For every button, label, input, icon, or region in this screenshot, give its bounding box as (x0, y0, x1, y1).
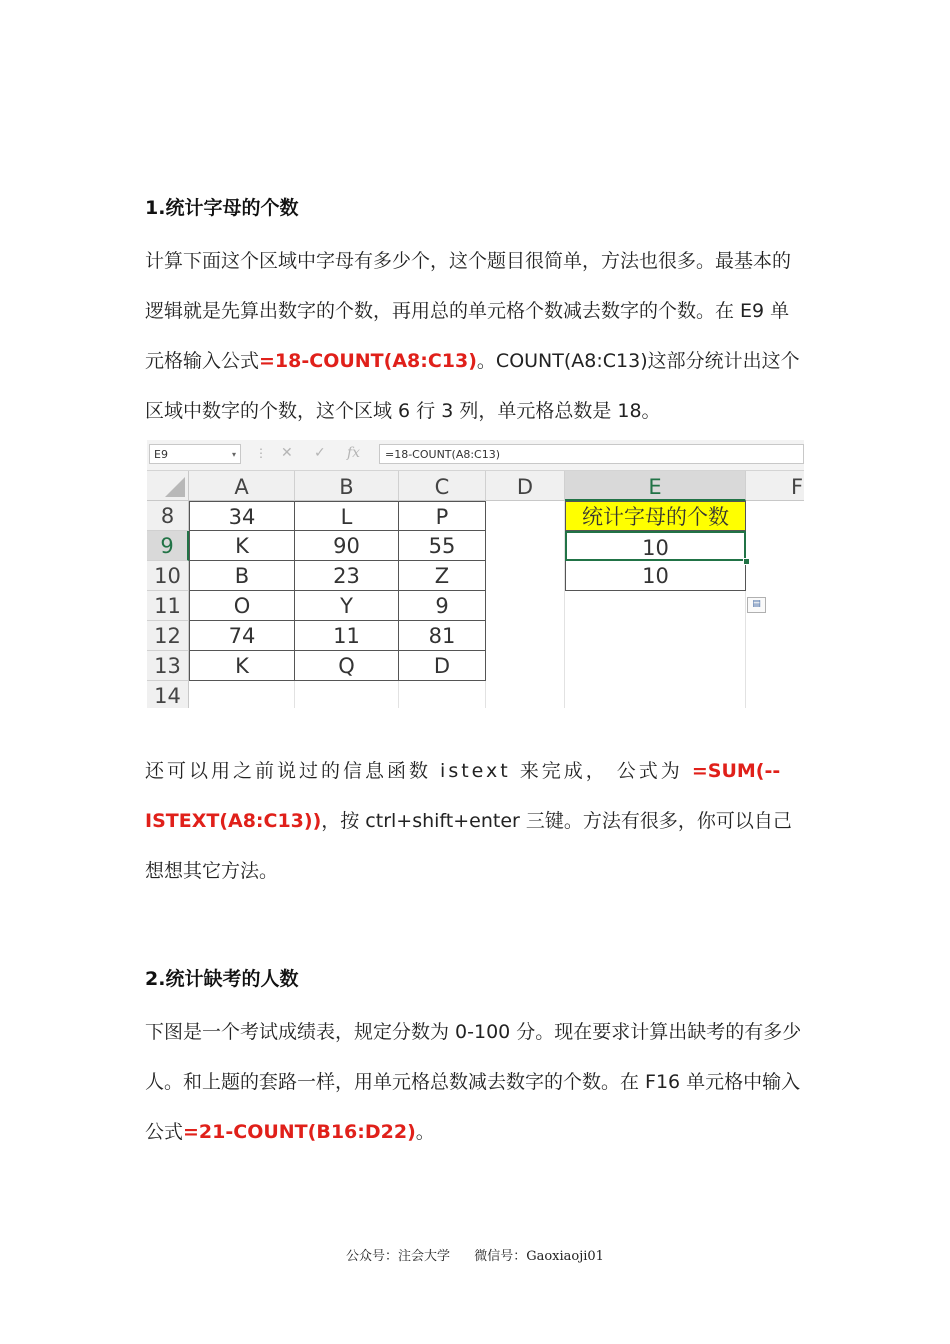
column-header-c[interactable]: C (399, 471, 486, 501)
cell-a8[interactable]: 34 (189, 501, 295, 531)
column-header-a[interactable]: A (189, 471, 295, 501)
formula-highlight: =18-COUNT(A8:C13) (259, 350, 477, 372)
row-header-10[interactable]: 10 (147, 561, 189, 591)
cell-a12[interactable]: 74 (189, 621, 295, 651)
formula-bar (147, 440, 804, 471)
cell-b12[interactable]: 11 (295, 621, 399, 651)
row-header-13[interactable]: 13 (147, 651, 189, 681)
cell-c11[interactable]: 9 (399, 591, 486, 621)
name-box[interactable] (149, 444, 241, 464)
text-run: 下图是一个考试成绩表，规定分数为 0-100 分。现在要求计算出缺考的有多少人。和上题的套路一样，用单元格总数减去数字的个数。在 F16 单元格中输入公式 (145, 1021, 802, 1143)
footer-wechat-id: 微信号：Gaoxiaoji01 (474, 1249, 604, 1264)
select-all-corner[interactable] (147, 471, 189, 501)
cell-a11[interactable]: O (189, 591, 295, 621)
cell-e8[interactable]: 统计字母的个数 (565, 501, 746, 531)
cell-e10[interactable]: 10 (565, 561, 746, 591)
column-d-cells[interactable] (486, 501, 565, 708)
cell-b14[interactable] (295, 681, 399, 708)
formula-input[interactable]: =18-COUNT(A8:C13) (379, 444, 804, 464)
cell-e9[interactable]: 10 (565, 531, 746, 561)
cell-a14[interactable] (189, 681, 295, 708)
cancel-icon[interactable]: ✕ (281, 445, 293, 461)
cell-a9[interactable]: K (189, 531, 295, 561)
cell-c14[interactable] (399, 681, 486, 708)
section2-heading: 2.统计缺考的人数 (145, 968, 299, 990)
fx-icon[interactable]: fx (347, 445, 361, 461)
cell-b10[interactable]: 23 (295, 561, 399, 591)
section1-paragraph2 (145, 746, 807, 896)
column-header-e[interactable]: E (565, 471, 746, 501)
formula-highlight: =21-COUNT(B16:D22) (183, 1121, 416, 1143)
cell-c12[interactable]: 81 (399, 621, 486, 651)
column-header-f[interactable]: F (746, 471, 804, 501)
cell-b13[interactable]: Q (295, 651, 399, 681)
cell-b9[interactable]: 90 (295, 531, 399, 561)
row-header-9[interactable]: 9 (147, 531, 189, 561)
quick-analysis-icon[interactable]: ▤ (747, 597, 766, 613)
text-run: 。 (415, 1121, 435, 1143)
text-run: 。COUNT(A8:C13)这部分统计出这个区域中数字的个数，这个区域 6 行 3 列，单元格总数是 18。 (145, 350, 800, 422)
name-box-value: E9 (154, 448, 168, 461)
cell-c13[interactable]: D (399, 651, 486, 681)
row-header-14[interactable]: 14 (147, 681, 189, 708)
column-header-d[interactable]: D (486, 471, 565, 501)
cell-b11[interactable]: Y (295, 591, 399, 621)
cell-a13[interactable]: K (189, 651, 295, 681)
cell-c8[interactable]: P (399, 501, 486, 531)
row-header-11[interactable]: 11 (147, 591, 189, 621)
text-run: 还可以用之前说过的信息函数 istext 来完成， 公式为 (145, 760, 692, 782)
cell-a10[interactable]: B (189, 561, 295, 591)
cell-c9[interactable]: 55 (399, 531, 486, 561)
check-icon[interactable]: ✓ (314, 445, 326, 461)
section2-paragraph1 (145, 1007, 807, 1157)
formula-highlight: =SUM(--ISTEXT(A8:C13)) (145, 760, 781, 832)
chevron-down-icon[interactable]: ▾ (231, 450, 236, 459)
text-run: ，按 ctrl+shift+enter 三键。方法有很多，你可以自己想想其它方法。 (145, 810, 792, 882)
row-header-8[interactable]: 8 (147, 501, 189, 531)
cell-c10[interactable]: Z (399, 561, 486, 591)
column-header-b[interactable]: B (295, 471, 399, 501)
section1-paragraph1 (145, 236, 807, 436)
cell-b8[interactable]: L (295, 501, 399, 531)
footer-wechat-account: 公众号：注会大学 (346, 1249, 451, 1264)
page-footer (0, 1245, 950, 1264)
spreadsheet-image (147, 440, 804, 708)
section1-heading: 1.统计字母的个数 (145, 197, 299, 219)
text-run: 计算下面这个区域中字母有多少个，这个题目很简单，方法也很多。最基本的逻辑就是先算出数字的个数，再用总的单元格个数减去数字的个数。在 E9 单元格输入公式 (145, 250, 792, 372)
separator-icon: ⋮ (255, 446, 267, 460)
column-e-cells[interactable] (565, 591, 746, 708)
row-header-12[interactable]: 12 (147, 621, 189, 651)
